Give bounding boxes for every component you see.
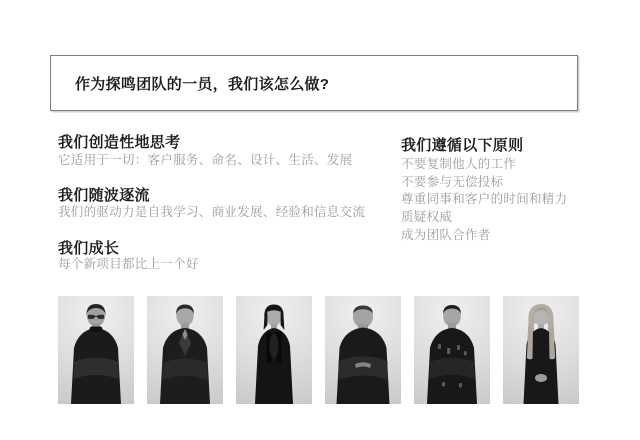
principles-list: [401, 156, 567, 245]
section-heading-creative-thinking: 我们创造性地思考: [58, 134, 181, 151]
team-photo: [236, 296, 312, 404]
team-photo: [503, 296, 579, 404]
section-heading-we-grow: 我们成长: [58, 240, 120, 257]
person-silhouette-icon: [503, 296, 579, 404]
principle-item: 成为团队合作者: [401, 227, 491, 242]
section-body-creative-thinking: 它适用于一切：客户服务、命名、设计、生活、发展: [58, 153, 353, 167]
team-photo: [325, 296, 401, 404]
section-body-we-grow: 每个新项目都比上一个好: [58, 257, 199, 271]
principles-heading: 我们遵循以下原则: [401, 137, 524, 154]
section-heading-go-with-flow: 我们随波逐流: [58, 187, 150, 204]
principle-item: 不要参与无偿投标: [401, 174, 504, 189]
person-silhouette-icon: [236, 296, 312, 404]
section-body-go-with-flow: 我们的驱动力是自我学习、商业发展、经验和信息交流: [58, 205, 366, 219]
person-silhouette-icon: [147, 296, 223, 404]
principle-item: 尊重同事和客户的时间和精力: [401, 192, 568, 207]
team-photo-strip: [58, 296, 579, 404]
principle-item: 质疑权威: [401, 210, 453, 225]
team-photo: [58, 296, 134, 404]
principle-item: 不要复制他人的工作: [401, 157, 517, 171]
person-silhouette-icon: [58, 296, 134, 404]
person-silhouette-icon: [414, 296, 490, 404]
team-photo: [147, 296, 223, 404]
title-box: [50, 55, 578, 111]
person-silhouette-icon: [325, 296, 401, 404]
team-photo: [414, 296, 490, 404]
page-title: 作为探鸣团队的一员，我们该怎么做?: [75, 75, 330, 93]
